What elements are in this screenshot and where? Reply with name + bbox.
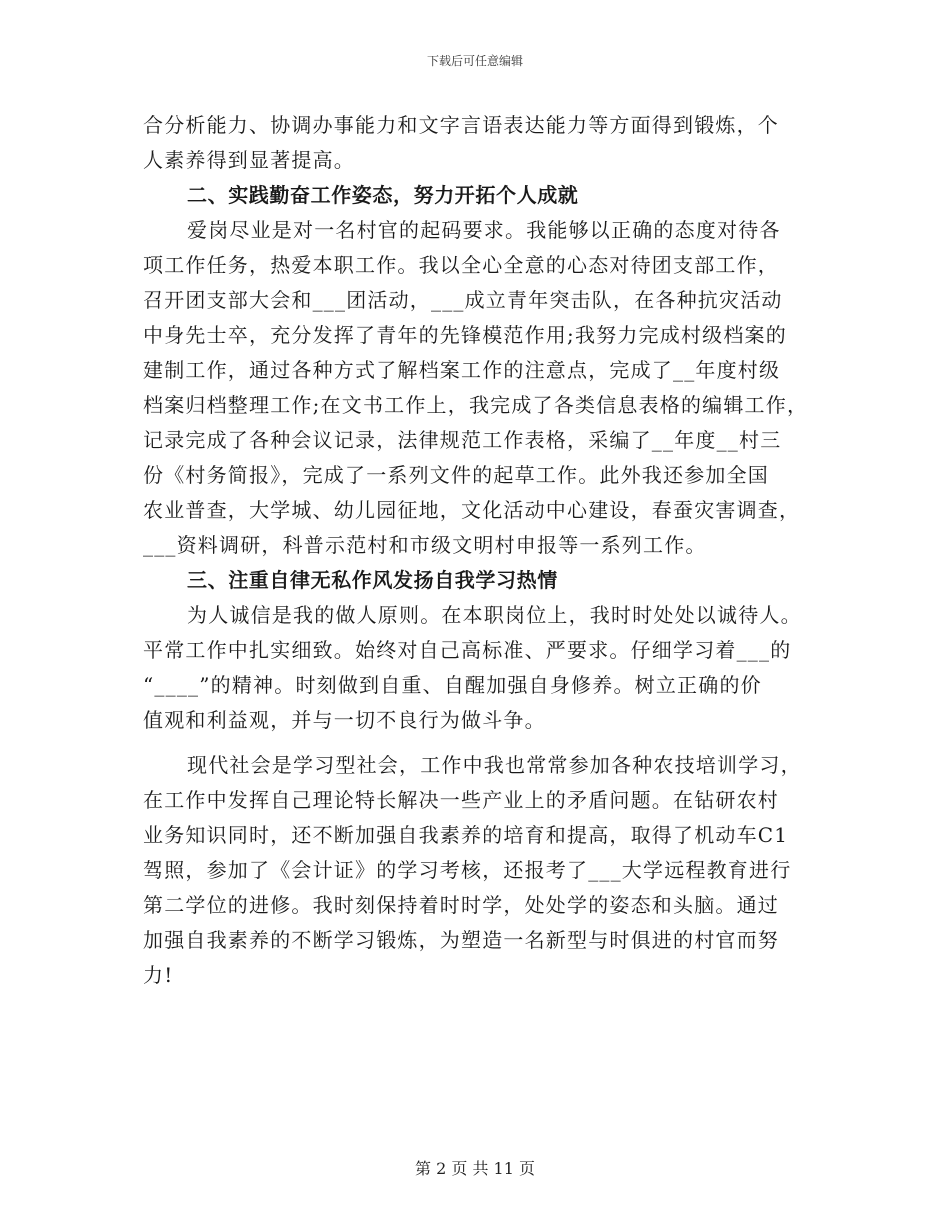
text-line: 项工作任务，热爱本职工作。我以全心全意的心态对待团支部工作， (143, 253, 779, 277)
text-line: 建制工作，通过各种方式了解档案工作的注意点，完成了__年度村级 (143, 358, 781, 382)
text-line: 驾照，参加了《会计证》的学习考核，还报考了___大学远程教育进行 (143, 858, 792, 882)
text-line: 力! (143, 963, 174, 987)
text-line: 中身先士卒，充分发挥了青年的先锋模范作用;我努力完成村级档案的 (143, 323, 787, 347)
text-line: 人素养得到显著提高。 (143, 148, 355, 172)
text-line: 爱岗尽业是对一名村官的起码要求。我能够以正确的态度对待各 (187, 218, 781, 242)
text-line: 现代社会是学习型社会，工作中我也常常参加各种农技培训学习， (187, 753, 802, 777)
text-line: 档案归档整理工作;在文书工作上，我完成了各类信息表格的编辑工作， (143, 393, 809, 417)
section-heading: 二、实践勤奋工作姿态，努力开拓个人成就 (187, 183, 579, 207)
text-line: 召开团支部大会和___团活动，___成立青年突击队，在各种抗灾活动 (143, 288, 783, 312)
paragraph-gap (143, 738, 815, 748)
page-header: 下载后可任意编辑 (426, 54, 523, 68)
text-line: 记录完成了各种会议记录，法律规范工作表格，采编了__年度__村三 (143, 428, 782, 452)
section-heading: 三、注重自律无私作风发扬自我学习热情 (187, 568, 558, 592)
text-line: 为人诚信是我的做人原则。在本职岗位上，我时时处处以诚待人。 (187, 603, 802, 627)
text-line: 平常工作中扎实细致。始终对自己高标准、严要求。仔细学习着___的 (143, 638, 792, 662)
text-line: 农业普查，大学城、幼儿园征地，文化活动中心建设，春蚕灾害调查， (143, 498, 801, 522)
text-line: 值观和利益观，并与一切不良行为做斗争。 (143, 708, 546, 732)
text-line: “____”的精神。时刻做到自重、自醒加强自身修养。树立正确的价 (143, 673, 762, 697)
text-line: 加强自我素养的不断学习锻炼，为塑造一名新型与时俱进的村官而努 (143, 928, 779, 952)
page-number-footer: 第 2 页 共 11 页 (415, 1159, 535, 1178)
text-line: 业务知识同时，还不断加强自我素养的培育和提高，取得了机动车C1 (143, 823, 789, 847)
text-line: 在工作中发挥自己理论特长解决一些产业上的矛盾问题。在钻研农村 (143, 788, 779, 812)
text-line: 第二学位的进修。我时刻保持着时时学，处处学的姿态和头脑。通过 (143, 893, 779, 917)
text-line: ___资料调研，科普示范村和市级文明村申报等一系列工作。 (143, 533, 707, 557)
text-line: 合分析能力、协调办事能力和文字言语表达能力等方面得到锻炼，个 (143, 113, 779, 137)
text-line: 份《村务简报》，完成了一系列文件的起草工作。此外我还参加全国 (143, 463, 769, 487)
document-body (143, 108, 815, 993)
